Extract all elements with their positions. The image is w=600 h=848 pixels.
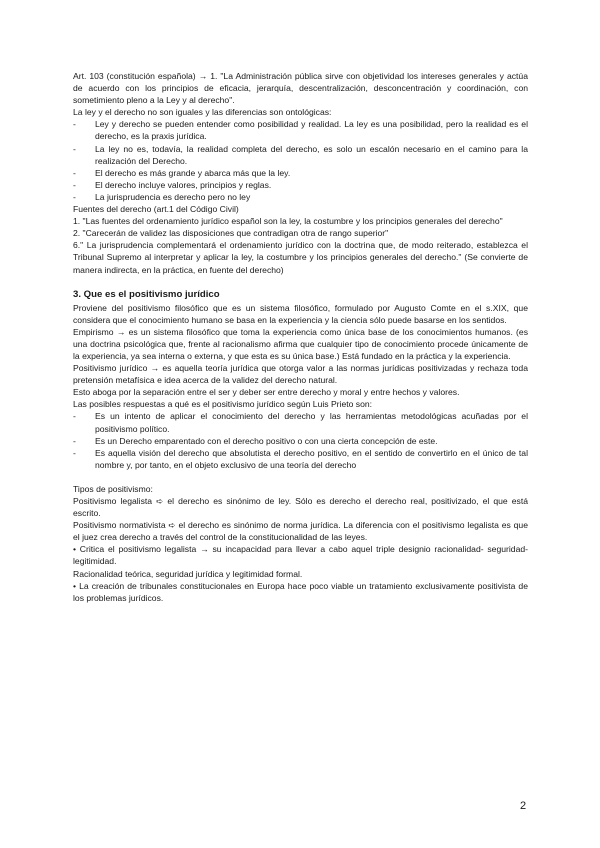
fuentes-item-2: 2. "Carecerán de validez las disposiciones que contradigan otra de rango superior" <box>73 228 389 239</box>
bullet-dash: - <box>73 167 76 178</box>
list-item <box>73 435 528 447</box>
ontological-list <box>73 118 528 203</box>
normativista-paragraph: Positivismo normativista ➪ el derecho es sinónimo de norma jurídica. La diferencia con el positivismo legalista es que el juez crea derecho a través del control de la constitucionalidad de las leyes. <box>73 520 528 543</box>
list-item <box>73 167 528 179</box>
list-item <box>73 410 528 434</box>
list-item <box>73 118 528 142</box>
list-item-text: El derecho es más grande y abarca más que la ley. <box>95 167 291 178</box>
positivismo-juridico-paragraph: Positivismo jurídico → es aquella teoría jurídica que otorga valor a las normas jurídicas positivizadas y rechaza toda pretensión metafísica e idea acerca de la validez del derecho natural. <box>73 363 528 386</box>
list-item-text: El derecho incluye valores, principios y reglas. <box>95 179 272 190</box>
list-item-text: Es aquella visión del derecho que absolutista el derecho positivo, en el sentido de convertirlo en el único de tal nombre y, por tanto, en el objeto exclusivo de una teoría del derecho <box>95 447 528 470</box>
bullet-dash: - <box>73 143 76 154</box>
bullet-dash: - <box>73 191 76 202</box>
art103-paragraph: Art. 103 (constitución española) → 1. "La Administración pública sirve con objetividad los intereses generales y actúa de acuerdo con los principios de eficacia, jerarquía, descentralización, desconcentración y coordinación, con sometimiento pleno a la Ley y al derecho". <box>73 71 528 106</box>
list-item-text: La ley no es, todavía, la realidad completa del derecho, es solo un escalón necesario en el camino para la realización del Derecho. <box>95 143 528 166</box>
list-item-text: Es un Derecho emparentado con el derecho positivo o con una cierta concepción de este. <box>95 435 438 446</box>
list-item-text: La jurisprudencia es derecho pero no ley <box>95 191 251 202</box>
list-item <box>73 179 528 191</box>
list-item <box>73 191 528 203</box>
fuentes-item-6: 6." La jurisprudencia complementará el ordenamiento jurídico con la doctrina que, de modo reiterado, establezca el Tribunal Supremo al interpretar y aplicar la ley, la costumbre y los principios generales del derecho." (Se convierte de manera indirecta, en la práctica, en fuente del derecho) <box>73 240 528 275</box>
ontological-intro: La ley y el derecho no son iguales y las diferencias son ontológicas: <box>73 107 332 118</box>
respuestas-intro: Las posibles respuestas a qué es el positivismo jurídico según Luis Prieto son: <box>73 399 373 410</box>
tipos-title: Tipos de positivismo: <box>73 483 153 494</box>
bullet-dash: - <box>73 447 76 458</box>
racionalidad-paragraph: Racionalidad teórica, seguridad jurídica y legitimidad formal. <box>73 568 303 579</box>
section-title: 3. Que es el positivismo jurídico <box>73 288 220 300</box>
list-item <box>73 447 528 471</box>
respuestas-list <box>73 410 528 470</box>
bullet-dash: - <box>73 435 76 446</box>
fuentes-item-1: 1. "Las fuentes del ordenamiento jurídico español son la ley, la costumbre y los principios generales del derecho" <box>73 216 503 227</box>
list-item <box>73 143 528 167</box>
bullet-dash: - <box>73 119 76 130</box>
empirismo-paragraph: Empirismo → es un sistema filosófico que toma la experiencia como única base de los conocimientos humanos. (es una doctrina psicológica que, frente al racionalismo afirma que cualquier tipo de conocimiento procede únicamente de la experiencia, ya sea interna o externa, y que esta es su única base.) Está fundado en la práctica y la experiencia. <box>73 326 528 361</box>
bullet-dash: - <box>73 411 76 422</box>
proviene-paragraph: Proviene del positivismo filosófico que es un sistema filosófico, formulado por Augusto Comte en el s.XIX, que considera que el conocimiento humano se basa en la experiencia y la ciencia sólo puede basarse en los sentidos. <box>73 302 528 325</box>
list-item-text: Es un intento de aplicar el conocimiento del derecho y las herramientas metodológicas acuñadas por el positivismo político. <box>95 411 528 434</box>
page-number: 2 <box>520 800 527 812</box>
spacer <box>73 276 528 288</box>
bullet-dash: - <box>73 179 76 190</box>
spacer <box>73 471 528 483</box>
page-content <box>73 70 528 604</box>
fuentes-title: Fuentes del derecho (art.1 del Código Civil) <box>73 204 239 215</box>
legalista-paragraph: Positivismo legalista ➪ el derecho es sinónimo de ley. Sólo es derecho el derecho real, positivizado, el que está escrito. <box>73 496 528 519</box>
separacion-paragraph: Esto aboga por la separación entre el ser y deber ser entre derecho y moral y entre hechos y valores. <box>73 387 460 398</box>
critica-paragraph: • Critica el positivismo legalista → su incapacidad para llevar a cabo aquel triple designio racionalidad- seguridad-legitimidad. <box>73 544 528 567</box>
creacion-paragraph: • La creación de tribunales constitucionales en Europa hace poco viable un tratamiento exclusivamente positivista de los problemas jurídicos. <box>73 580 528 603</box>
list-item-text: Ley y derecho se pueden entender como posibilidad y realidad. La ley es una posibilidad, pero la realidad es el derecho, es la praxis jurídica. <box>95 119 528 142</box>
